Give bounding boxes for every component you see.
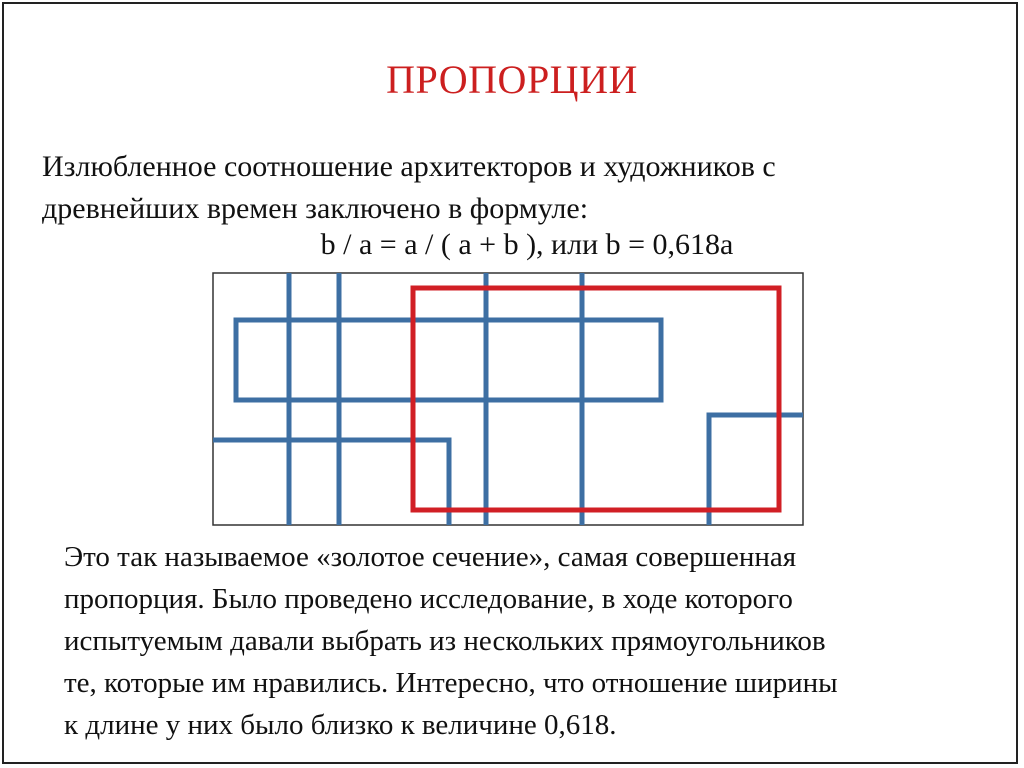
body-line: пропорция. Было проведено исследование, в ходе которого — [64, 583, 793, 615]
body-line: к длине у них было близко к величине 0,618. — [64, 709, 617, 741]
golden-ratio-formula: b / a = a / ( a + b ), или b = 0,618a — [320, 228, 734, 261]
body-line: Это так называемое «золотое сечение», самая совершенная — [64, 541, 797, 573]
intro-text — [42, 146, 942, 230]
explanation-text — [64, 536, 994, 746]
intro-line: Излюбленное соотношение архитекторов и художников с — [42, 150, 776, 183]
intro-line: древнейших времен заключено в формуле: — [42, 192, 589, 225]
proportion-diagram — [212, 272, 804, 526]
slide-title: ПРОПОРЦИИ — [386, 57, 638, 102]
body-line: испытуемым давали выбрать из нескольких прямоугольников — [64, 625, 826, 657]
body-line: те, которые им нравились. Интересно, что отношение ширины — [64, 667, 838, 699]
